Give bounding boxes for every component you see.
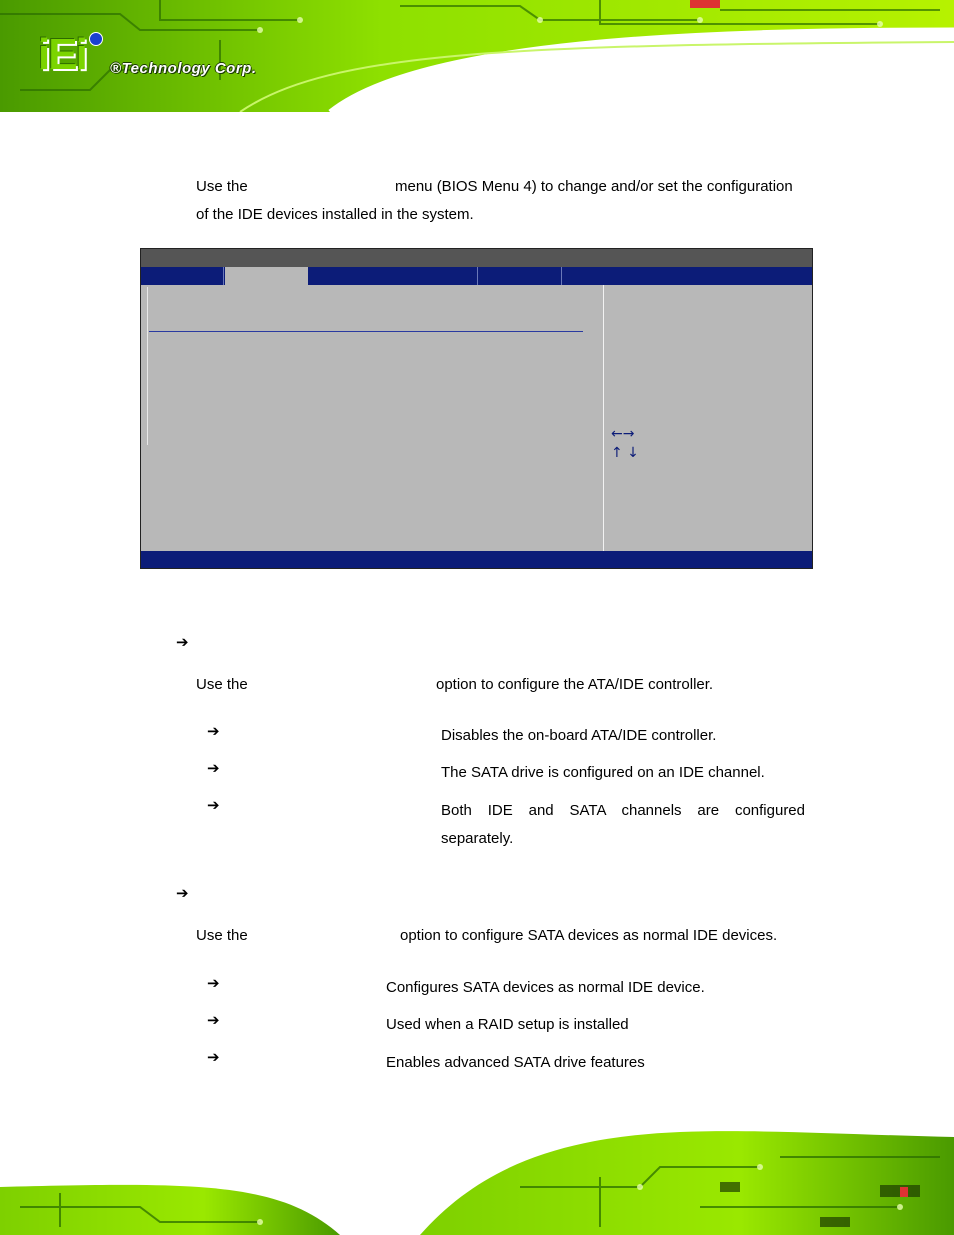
up-down-arrows-icon: ↑ ↓: [611, 445, 639, 461]
option-arrow-icon: ➔: [207, 722, 220, 740]
intro-text-b: menu (BIOS Menu 4) to change and/or set the configuration: [395, 178, 793, 195]
section-arrow-icon: ➔: [176, 633, 189, 651]
option-description: The SATA drive is configured on an IDE channel.: [441, 764, 765, 781]
section1-intro-b: option to configure the ATA/IDE controller.: [436, 676, 714, 693]
option-description-line1: Both IDE and SATA channels are configured: [441, 802, 805, 819]
circuit-board-graphic: [0, 0, 954, 112]
option-description-line2: separately.: [441, 830, 514, 847]
bios-separator-line: [149, 331, 583, 332]
option-arrow-icon: ➔: [207, 759, 220, 777]
intro-text-a: Use the: [196, 178, 248, 195]
left-right-arrows-icon: ←→: [611, 426, 635, 442]
circuit-board-graphic: [0, 1127, 954, 1235]
option-description: Used when a RAID setup is installed: [386, 1016, 629, 1033]
section-arrow-icon: ➔: [176, 884, 189, 902]
bios-menu-screenshot: [140, 248, 813, 569]
bios-left-border: [147, 287, 148, 445]
bios-tab: [141, 267, 224, 285]
section2-intro-b: option to configure SATA devices as normal IDE devices.: [400, 927, 778, 944]
bios-panel-divider: [603, 285, 604, 551]
bios-status-bar: [141, 551, 812, 568]
bios-tab-bar: [141, 267, 812, 285]
intro-text-c: of the IDE devices installed in the system.: [196, 206, 474, 223]
section1-intro-a: Use the: [196, 676, 248, 693]
option-description: Configures SATA devices as normal IDE device.: [386, 979, 705, 996]
header-banner: [0, 0, 954, 112]
option-description: Enables advanced SATA drive features: [386, 1054, 645, 1071]
bios-title-bar: [141, 249, 812, 267]
bios-tab: [309, 267, 478, 285]
bios-tab: [478, 267, 562, 285]
footer-banner: [0, 1127, 954, 1235]
company-name: ®Technology Corp.: [110, 60, 257, 77]
company-logo: iEi: [38, 30, 86, 79]
option-arrow-icon: ➔: [207, 1048, 220, 1066]
option-arrow-icon: ➔: [207, 1011, 220, 1029]
option-arrow-icon: ➔: [207, 974, 220, 992]
option-arrow-icon: ➔: [207, 796, 220, 814]
option-description: Disables the on-board ATA/IDE controller.: [441, 727, 717, 744]
bios-tab-active: [225, 267, 308, 285]
logo-dot-icon: [89, 32, 103, 46]
section2-intro-a: Use the: [196, 927, 248, 944]
